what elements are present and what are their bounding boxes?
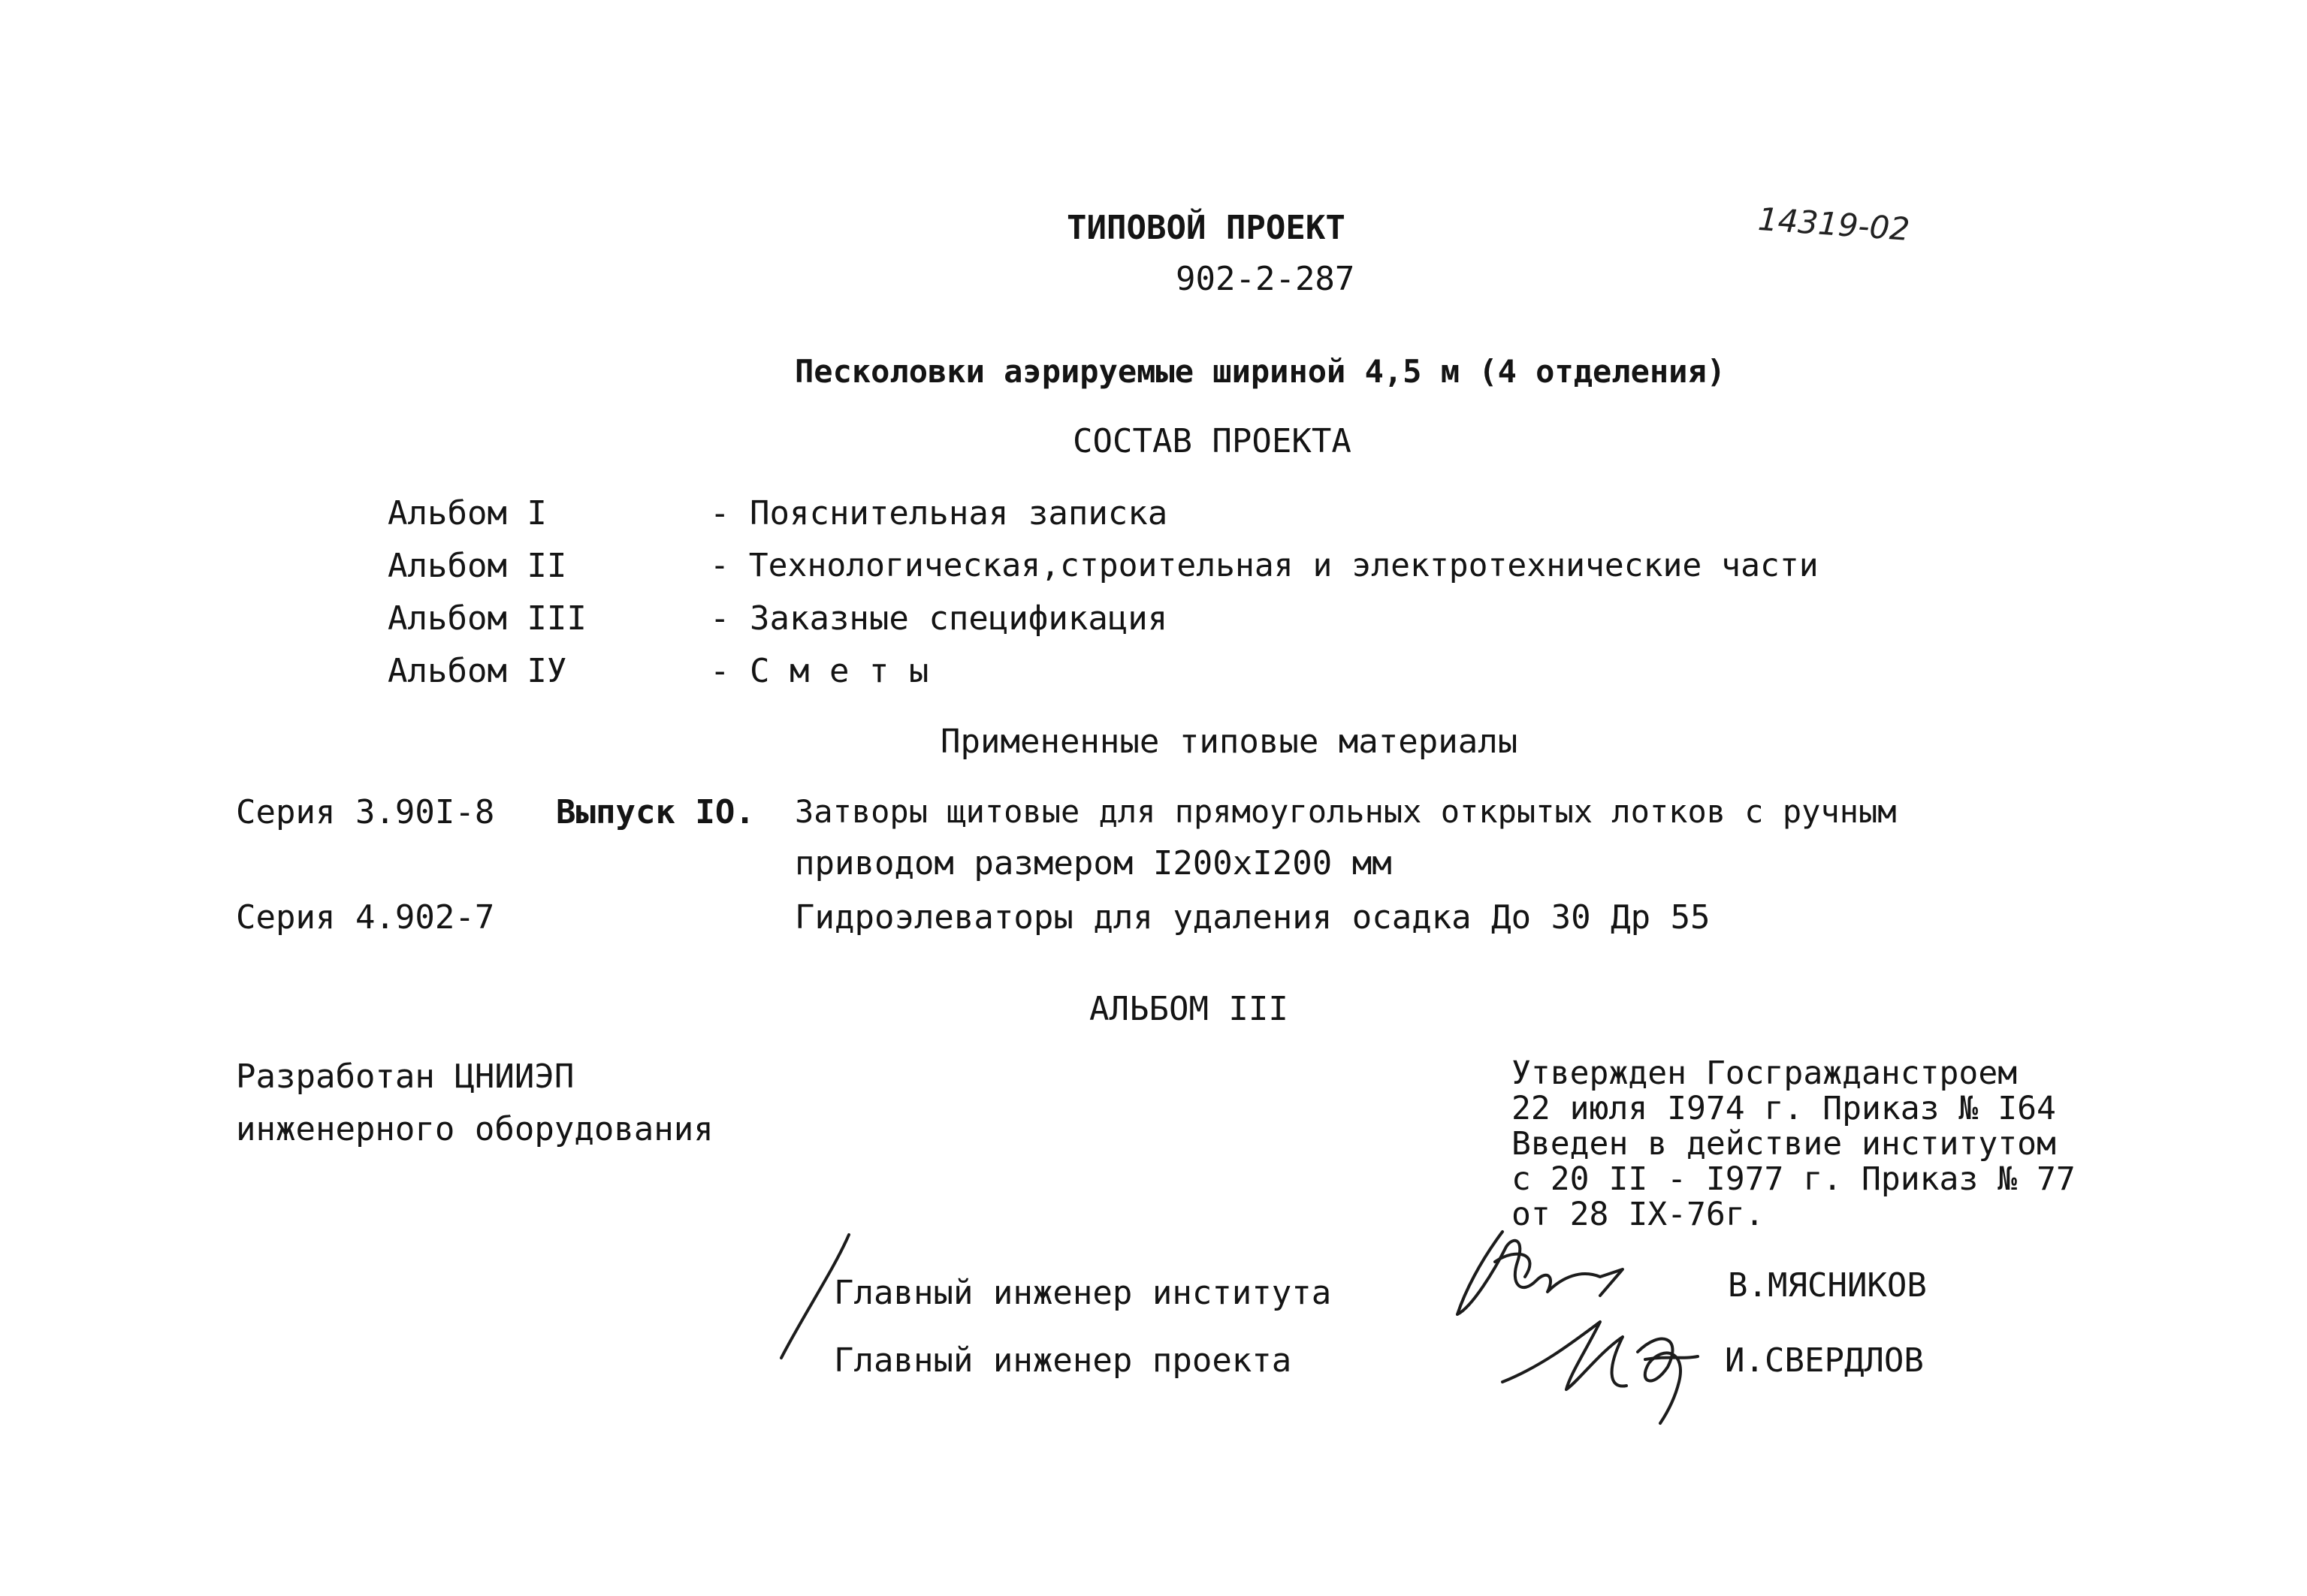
material-description: Гидроэлеваторы для удаления осадка До 30 Др 55 [795,898,1711,937]
handwritten-signature-2 [1495,1307,1735,1427]
document-title: ТИПОВОЙ ПРОЕКТ [1067,209,1345,247]
composition-heading: СОСТАВ ПРОЕКТА [1073,422,1351,460]
materials-heading: Примененные типовые материалы [941,723,1518,761]
approval-line: с 20 II - I977 г. Приказ № 77 [1511,1160,2076,1198]
signatory-role: Главный инженер института [834,1274,1332,1312]
material-description-continued: приводом размером I200хI200 мм [795,844,1392,882]
album-description: - Технологическая,строительная и электротехнические части [710,547,1819,584]
album-description: - Пояснительная записка [710,494,1168,533]
material-description: Затворы щитовые для прямоугольных открытых лотков с ручным [795,793,1897,830]
archive-code-handwritten: 14319-02 [1756,201,1911,248]
developer-line: Разработан ЦНИИЭП [236,1057,575,1096]
album-label: АЛЬБОМ III [1089,990,1288,1028]
approval-line: Введен в действие институтом [1511,1125,2056,1163]
project-subject: Песколовки аэрируемые шириной 4,5 м (4 отделения) [795,353,1726,390]
album-name: Альбом II [388,547,567,585]
developer-line: инженерного оборудования [236,1110,714,1148]
material-issue: Выпуск IO. [556,793,755,831]
approval-line: Утвержден Госгражданстроем [1511,1054,2018,1092]
project-number: 902-2-287 [1176,260,1355,298]
album-name: Альбом III [388,599,587,638]
signatory-name: В.МЯСНИКОВ [1728,1266,1927,1305]
signatory-role: Главный инженер проекта [834,1341,1292,1380]
signatory-name: И.СВЕРДЛОВ [1725,1341,1924,1380]
approval-line: от 28 IX-76г. [1511,1196,1765,1233]
material-series: Серия 3.90I-8 [236,793,495,831]
album-description: - Заказные спецификация [710,599,1168,638]
approval-line: 22 июля I974 г. Приказ № I64 [1511,1090,2056,1127]
material-series: Серия 4.902-7 [236,898,495,937]
album-description: - С м е т ы [710,652,929,690]
album-name: Альбом IУ [388,652,567,690]
album-name: Альбом I [388,494,547,533]
